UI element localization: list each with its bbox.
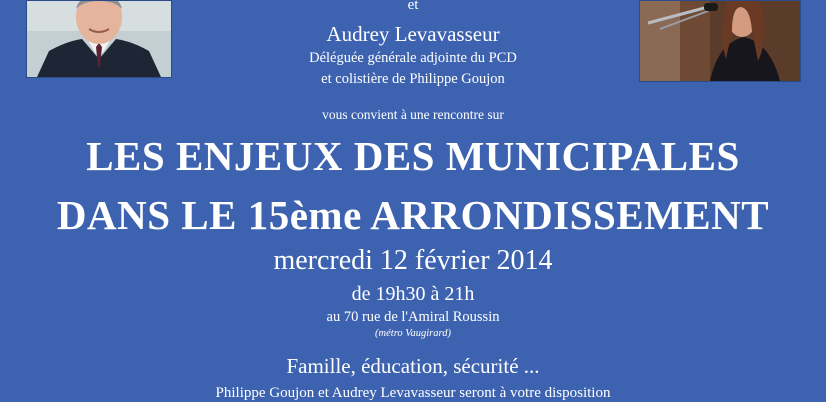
- event-title-line1: LES ENJEUX DES MUNICIPALES: [86, 133, 740, 179]
- event-time: de 19h30 à 21h: [351, 283, 475, 305]
- event-title-line2: DANS LE 15ème ARRONDISSEMENT: [56, 192, 770, 238]
- event-address: au 70 rue de l'Amiral Roussin: [326, 309, 500, 325]
- guest-role-line2: et colistière de Philippe Goujon: [321, 71, 505, 87]
- metro-station: (métro Vaugirard): [375, 328, 451, 339]
- conjunction-text: et: [407, 0, 419, 13]
- event-themes: Famille, éducation, sécurité ...: [286, 354, 540, 378]
- availability-note: Philippe Goujon et Audrey Levavasseur seront à votre disposition: [215, 385, 611, 401]
- invitation-intro: vous convient à une rencontre sur: [322, 107, 504, 122]
- guest-role-line1: Déléguée générale adjointe du PCD: [309, 50, 517, 66]
- event-date: mercredi 12 février 2014: [273, 245, 553, 276]
- guest-name: Audrey Levavasseur: [326, 22, 500, 46]
